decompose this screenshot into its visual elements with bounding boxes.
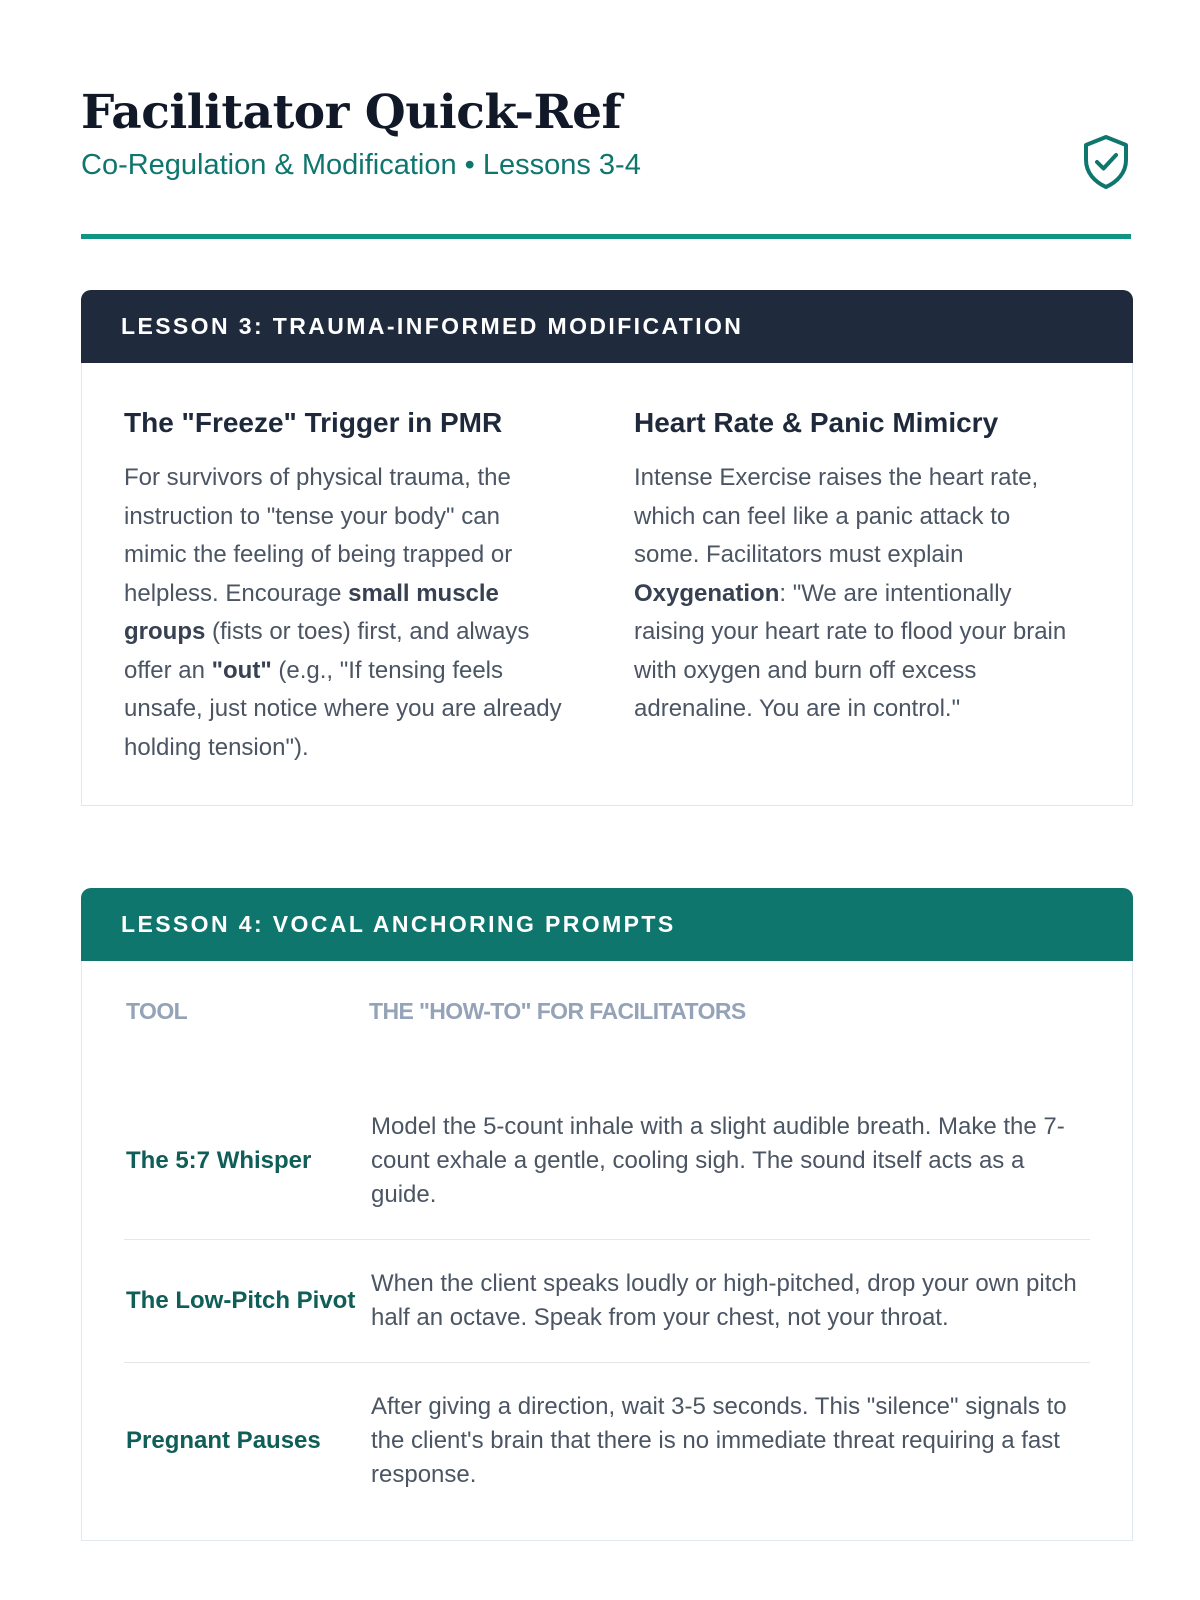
tool-name: The Low-Pitch Pivot (126, 1287, 356, 1314)
tool-howto: When the client speaks loudly or high-pitched, drop your own pitch half an octave. Speak from your chest, not your throat. (371, 1270, 1077, 1331)
freeze-text-2: (fists or toes) first, and always offer an (124, 618, 530, 684)
lesson4-heading: LESSON 4: VOCAL ANCHORING PROMPTS (81, 888, 1133, 961)
heart-rate-section (634, 405, 1074, 729)
column-header-howto: THE "HOW-TO" FOR FACILITATORS (369, 998, 746, 1024)
tool-name: Pregnant Pauses (126, 1427, 321, 1454)
freeze-trigger-text (124, 459, 564, 767)
freeze-bold-1: small muscle groups (124, 579, 499, 645)
heart-bold-1: Oxygenation (634, 579, 780, 607)
lesson4-card (81, 888, 1133, 1541)
quick-ref-page (81, 0, 1131, 1488)
tool-name: The 5:7 Whisper (126, 1147, 312, 1174)
lesson3-heading: LESSON 3: TRAUMA-INFORMED MODIFICATION (81, 290, 1133, 363)
table-row (124, 1240, 1090, 1363)
lesson3-card (81, 290, 1133, 806)
shield-check-icon (1081, 134, 1131, 190)
freeze-trigger-section (124, 405, 564, 767)
heart-text-1: Intense Exercise raises the heart rate, which can feel like a panic attack to some. Facilitators must explain (634, 464, 1039, 568)
column-header-tool: TOOL (126, 998, 188, 1024)
heart-text-2: : "We are intentionally raising your heart rate to flood your brain with oxygen and burn off excess adrenaline. You are in control." (634, 579, 1067, 722)
freeze-trigger-title: The "Freeze" Trigger in PMR (124, 407, 503, 438)
freeze-text-1: For survivors of physical trauma, the instruction to "tense your body" can mimic the feeling of being trapped or helpless. Encourage (124, 464, 513, 607)
tool-howto: Model the 5-count inhale with a slight audible breath. Make the 7-count exhale a gentle, cooling sigh. The sound itself acts as a guide. (371, 1113, 1065, 1208)
heart-rate-text (634, 459, 1074, 729)
page-header (81, 0, 1131, 239)
table-row (124, 1083, 1090, 1240)
freeze-text-3: (e.g., "If tensing feels unsafe, just notice where you are already holding tension"). (124, 656, 562, 761)
vocal-prompts-table (124, 991, 1090, 1519)
tool-howto: After giving a direction, wait 3-5 seconds. This "silence" signals to the client's brain that there is no immediate threat requiring a fast response. (371, 1393, 1067, 1488)
freeze-bold-2: "out" (211, 656, 272, 684)
table-row (124, 1363, 1090, 1519)
table-header (124, 991, 1090, 1083)
heart-rate-title: Heart Rate & Panic Mimicry (634, 407, 999, 438)
page-title: Facilitator Quick-Ref (81, 85, 622, 140)
page-subtitle: Co-Regulation & Modification • Lessons 3-4 (81, 149, 641, 181)
